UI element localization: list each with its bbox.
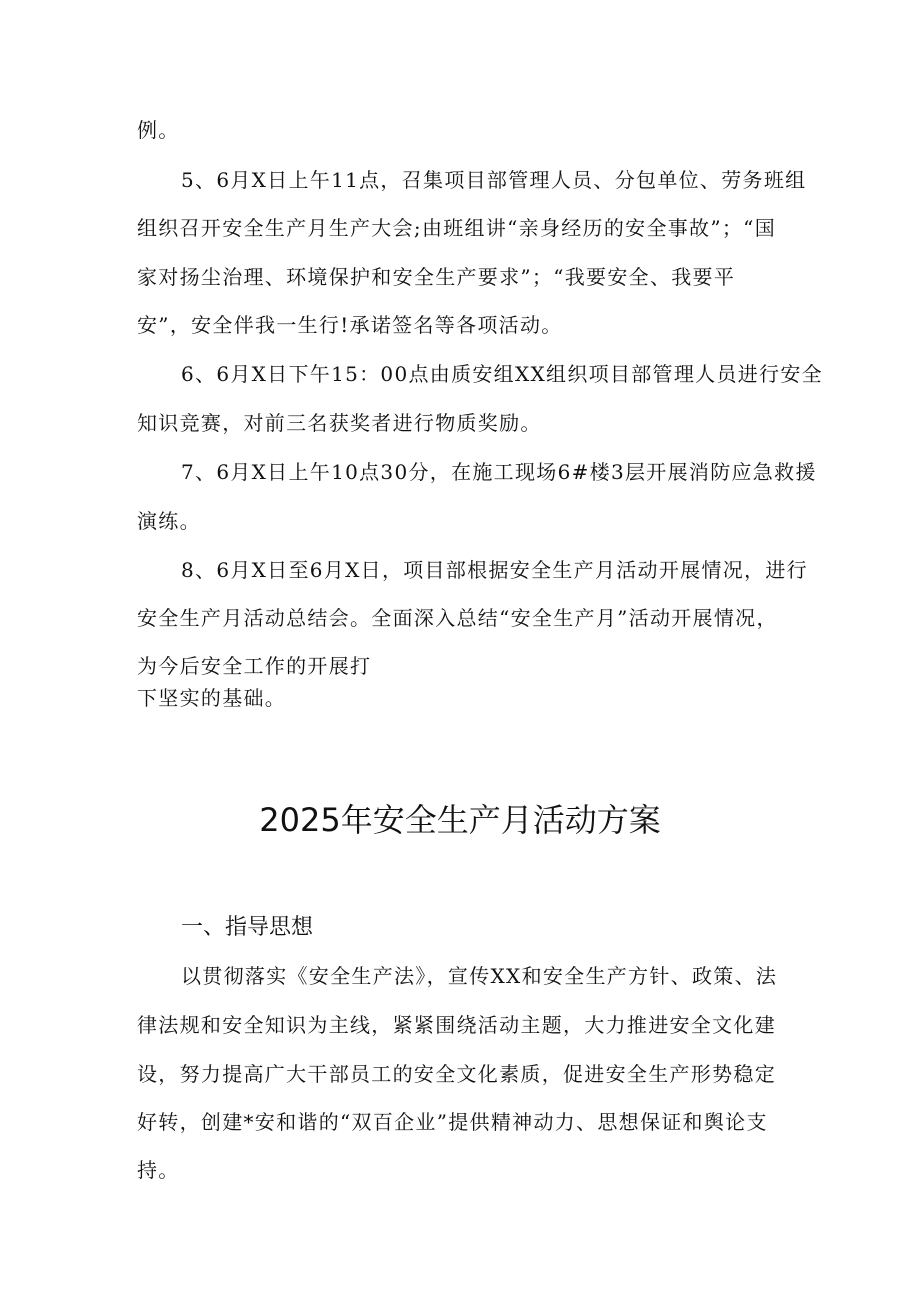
paragraph-line: 组织召开安全生产月生产大会;由班组讲“亲身经历的安全事故”；“国 — [137, 216, 777, 240]
paragraph-line: 为今后安全工作的开展打 — [137, 654, 372, 678]
paragraph-line: 安”，安全伴我一生行!承诺签名等各项活动。 — [137, 313, 563, 337]
paragraph-line: 安全生产月活动总结会。全面深入总结“安全生产月”活动开展情况， — [137, 606, 778, 630]
paragraph-line: 下坚实的基础。 — [137, 686, 287, 710]
paragraph-line: 6、6月X日下午15：00点由质安组XX组织项目部管理人员进行安全 — [181, 362, 823, 386]
paragraph-line: 演练。 — [137, 509, 201, 533]
paragraph-line: 5、6月X日上午11点，召集项目部管理人员、分包单位、劳务班组 — [181, 168, 807, 192]
paragraph-line: 好转，创建*安和谐的“双百企业”提供精神动力、思想保证和舆论支 — [137, 1110, 768, 1134]
paragraph-line: 持。 — [137, 1158, 180, 1182]
paragraph-line: 家对扬尘治理、环境保护和安全生产要求”；“我要安全、我要平 — [137, 265, 736, 289]
paragraph-line: 以贯彻落实《安全生产法》，宣传XX和安全生产方针、政策、法 — [181, 964, 778, 988]
paragraph-line: 律法规和安全知识为主线，紧紧围绕活动主题，大力推进安全文化建 — [137, 1013, 776, 1037]
paragraph-line: 例。 — [137, 118, 180, 142]
paragraph-line: 8、6月X日至6月X日，项目部根据安全生产月活动开展情况，进行 — [181, 558, 808, 582]
section-heading: 一、指导思想 — [181, 915, 314, 940]
page-title: 2025年安全生产月活动方案 — [259, 801, 661, 839]
paragraph-line: 知识竞赛，对前三名获奖者进行物质奖励。 — [137, 411, 542, 435]
paragraph-line: 7、6月X日上午10点30分，在施工现场6#楼3层开展消防应急救援 — [181, 460, 817, 484]
paragraph-line: 设，努力提高广大干部员工的安全文化素质，促进安全生产形势稳定 — [137, 1062, 776, 1086]
